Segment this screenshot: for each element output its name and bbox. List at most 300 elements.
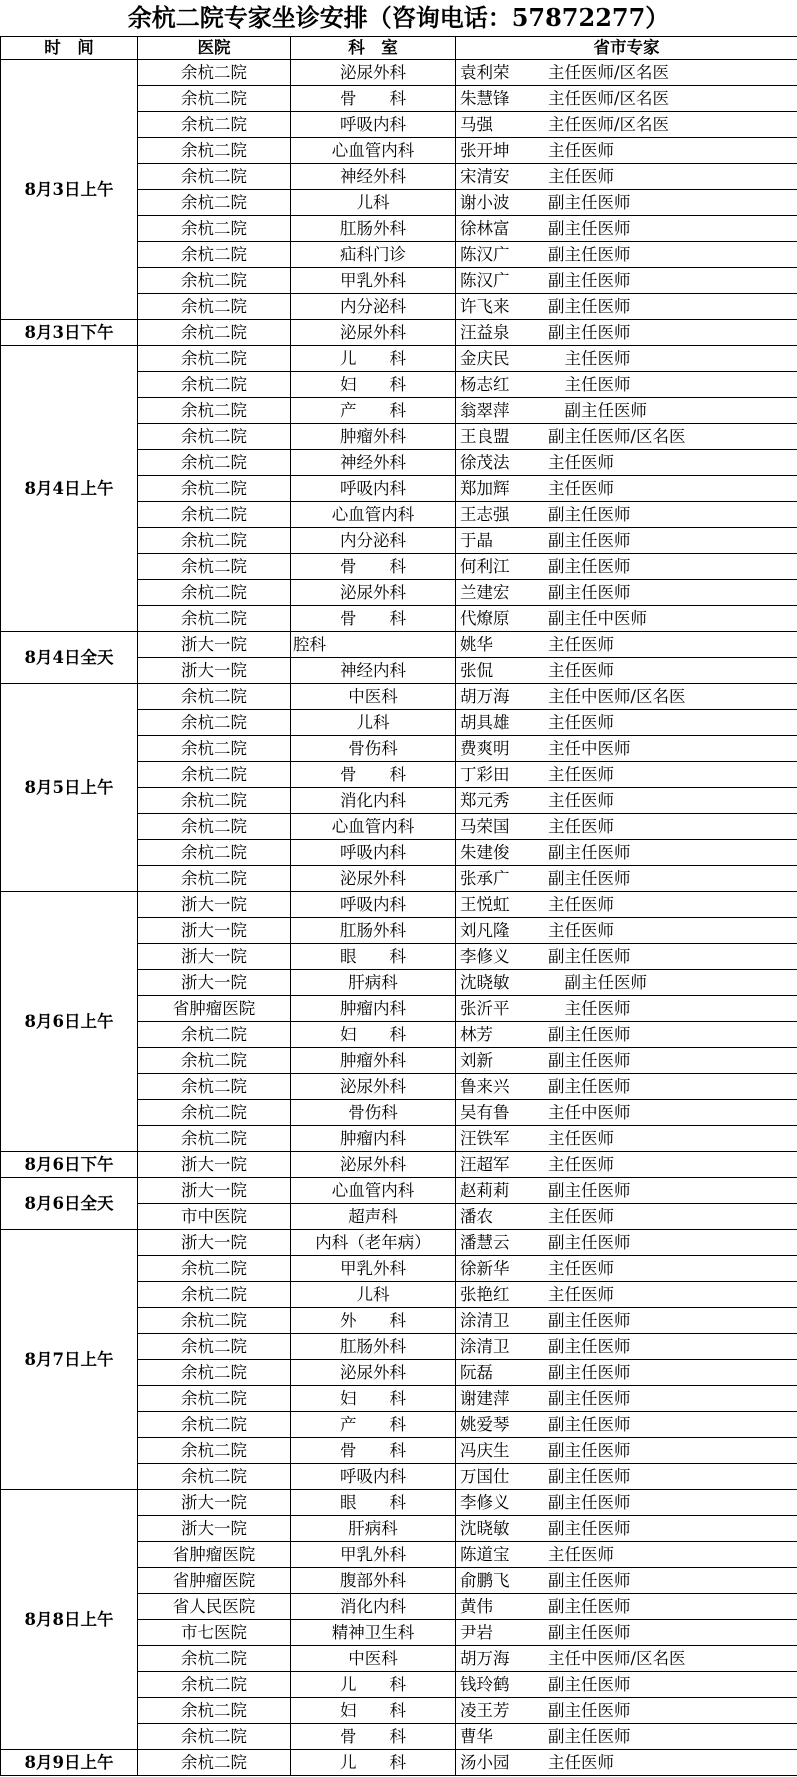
expert-title: 副主任医师	[548, 947, 631, 966]
hospital-cell: 余杭二院	[138, 684, 291, 710]
expert-title: 副主任医师	[548, 1025, 631, 1044]
expert-title: 副主任医师	[548, 1363, 631, 1382]
department-cell: 泌尿外科	[291, 866, 456, 892]
expert-title: 主任医师	[548, 453, 614, 472]
expert-name: 鲁来兴	[460, 1077, 510, 1096]
schedule-table	[0, 36, 797, 1776]
expert-title: 副主任医师	[548, 557, 631, 576]
hospital-cell: 省肿瘤医院	[138, 1542, 291, 1568]
hospital-cell: 余杭二院	[138, 814, 291, 840]
expert-title: 主任医师	[548, 895, 614, 914]
expert-title: 副主任医师	[548, 219, 631, 238]
hospital-cell: 余杭二院	[138, 164, 291, 190]
department-cell: 妇 科	[291, 1386, 456, 1412]
expert-name: 金庆民	[460, 349, 510, 368]
department-cell: 心血管内科	[291, 1178, 456, 1204]
expert-title: 副主任医师	[548, 271, 631, 290]
department-cell: 眼 科	[291, 944, 456, 970]
expert-title: 主任中医师/区名医	[548, 687, 686, 706]
header-department: 科 室	[291, 37, 456, 60]
hospital-cell: 市中医院	[138, 1204, 291, 1230]
expert-title: 副主任医师	[548, 869, 631, 888]
hospital-cell: 余杭二院	[138, 1100, 291, 1126]
department-cell: 儿 科	[291, 346, 456, 372]
expert-cell	[456, 268, 797, 294]
hospital-cell: 余杭二院	[138, 112, 291, 138]
department-cell: 骨伤科	[291, 1100, 456, 1126]
expert-cell	[456, 476, 797, 502]
expert-cell	[456, 580, 797, 606]
department-cell: 呼吸内科	[291, 476, 456, 502]
expert-cell	[456, 60, 797, 86]
expert-cell	[456, 866, 797, 892]
expert-cell	[456, 450, 797, 476]
department-cell: 神经外科	[291, 450, 456, 476]
expert-cell	[456, 814, 797, 840]
expert-cell	[456, 1308, 797, 1334]
expert-cell	[456, 398, 797, 424]
department-cell: 甲乳外科	[291, 1256, 456, 1282]
expert-cell	[456, 1022, 797, 1048]
expert-name: 刘凡隆	[460, 921, 510, 940]
expert-title: 副主任医师	[548, 973, 647, 992]
hospital-cell: 余杭二院	[138, 1724, 291, 1750]
department-cell: 神经外科	[291, 164, 456, 190]
expert-title: 副主任中医师	[548, 609, 647, 628]
hospital-cell: 浙大一院	[138, 970, 291, 996]
hospital-cell: 余杭二院	[138, 190, 291, 216]
expert-cell	[456, 190, 797, 216]
expert-cell	[456, 294, 797, 320]
hospital-cell: 余杭二院	[138, 1126, 291, 1152]
expert-title: 主任医师	[548, 1155, 614, 1174]
expert-cell	[456, 1724, 797, 1750]
expert-cell	[456, 1646, 797, 1672]
expert-name: 代燎原	[460, 609, 510, 628]
expert-name: 汪铁军	[460, 1129, 510, 1148]
expert-title: 副主任医师	[548, 245, 631, 264]
expert-name: 张沂平	[460, 999, 510, 1018]
date-cell: 8月8日上午	[1, 1490, 138, 1750]
expert-title: 主任中医师/区名医	[548, 1649, 686, 1668]
department-cell: 肛肠外科	[291, 1334, 456, 1360]
department-cell: 精神卫生科	[291, 1620, 456, 1646]
expert-name: 汤小园	[460, 1753, 510, 1772]
expert-name: 刘新	[460, 1051, 493, 1070]
hospital-cell: 余杭二院	[138, 736, 291, 762]
expert-name: 兰建宏	[460, 583, 510, 602]
department-cell: 中医科	[291, 684, 456, 710]
department-cell: 泌尿外科	[291, 1360, 456, 1386]
expert-cell	[456, 1256, 797, 1282]
expert-title: 副主任医师	[548, 297, 631, 316]
hospital-cell: 余杭二院	[138, 1334, 291, 1360]
expert-name: 赵莉莉	[460, 1181, 510, 1200]
department-cell: 儿 科	[291, 1750, 456, 1776]
expert-name: 姚爱琴	[460, 1415, 510, 1434]
hospital-cell: 余杭二院	[138, 1256, 291, 1282]
department-cell: 心血管内科	[291, 138, 456, 164]
expert-cell	[456, 840, 797, 866]
department-cell: 肿瘤外科	[291, 1048, 456, 1074]
expert-title: 主任医师	[548, 1285, 614, 1304]
hospital-cell: 余杭二院	[138, 580, 291, 606]
expert-title: 主任医师/区名医	[548, 89, 670, 108]
schedule-body	[1, 37, 797, 1776]
hospital-cell: 余杭二院	[138, 1672, 291, 1698]
expert-title: 副主任医师	[548, 1337, 631, 1356]
department-cell: 消化内科	[291, 788, 456, 814]
expert-cell	[456, 1542, 797, 1568]
expert-name: 张艳红	[460, 1285, 510, 1304]
expert-title: 副主任医师	[548, 1077, 631, 1096]
expert-name: 张侃	[460, 661, 493, 680]
table-row	[1, 320, 797, 346]
hospital-cell: 余杭二院	[138, 424, 291, 450]
expert-title: 副主任医师	[548, 1701, 631, 1720]
date-cell: 8月4日全天	[1, 632, 138, 684]
department-cell: 神经内科	[291, 658, 456, 684]
date-cell: 8月6日下午	[1, 1152, 138, 1178]
expert-title: 副主任医师	[548, 1519, 631, 1538]
table-row	[1, 1152, 797, 1178]
expert-cell	[456, 762, 797, 788]
expert-name: 胡万海	[460, 1649, 510, 1668]
expert-name: 郑加辉	[460, 479, 510, 498]
expert-title: 主任医师	[548, 791, 614, 810]
department-cell: 肛肠外科	[291, 918, 456, 944]
expert-name: 沈晓敏	[460, 973, 510, 992]
date-cell: 8月6日上午	[1, 892, 138, 1152]
expert-name: 潘农	[460, 1207, 493, 1226]
date-cell: 8月9日上午	[1, 1750, 138, 1776]
header-time: 时 间	[1, 37, 138, 60]
hospital-cell: 省肿瘤医院	[138, 996, 291, 1022]
hospital-cell: 余杭二院	[138, 1698, 291, 1724]
hospital-cell: 浙大一院	[138, 944, 291, 970]
expert-title: 主任医师	[548, 479, 614, 498]
department-cell: 眼 科	[291, 1490, 456, 1516]
department-cell: 泌尿外科	[291, 580, 456, 606]
department-cell: 肿瘤外科	[291, 424, 456, 450]
department-cell: 甲乳外科	[291, 268, 456, 294]
expert-title: 主任医师	[548, 167, 614, 186]
table-row	[1, 1230, 797, 1256]
hospital-cell: 余杭二院	[138, 346, 291, 372]
hospital-cell: 余杭二院	[138, 216, 291, 242]
expert-title: 主任医师	[548, 1129, 614, 1148]
expert-cell	[456, 918, 797, 944]
expert-name: 李修义	[460, 947, 510, 966]
hospital-cell: 余杭二院	[138, 1360, 291, 1386]
table-row	[1, 632, 797, 658]
date-cell: 8月5日上午	[1, 684, 138, 892]
department-cell: 肝病科	[291, 970, 456, 996]
department-cell: 肝病科	[291, 1516, 456, 1542]
department-cell: 妇 科	[291, 1698, 456, 1724]
hospital-cell: 余杭二院	[138, 606, 291, 632]
expert-name: 徐茂法	[460, 453, 510, 472]
expert-cell	[456, 736, 797, 762]
expert-name: 王良盟	[460, 427, 510, 446]
expert-title: 副主任医师	[548, 1467, 631, 1486]
expert-name: 李修义	[460, 1493, 510, 1512]
date-cell: 8月4日上午	[1, 346, 138, 632]
expert-name: 胡万海	[460, 687, 510, 706]
hospital-cell: 余杭二院	[138, 450, 291, 476]
expert-name: 宋清安	[460, 167, 510, 186]
expert-cell	[456, 502, 797, 528]
expert-name: 王志强	[460, 505, 510, 524]
expert-cell	[456, 788, 797, 814]
date-cell: 8月6日全天	[1, 1178, 138, 1230]
expert-title: 主任中医师	[548, 739, 631, 758]
expert-name: 谢建萍	[460, 1389, 510, 1408]
department-cell: 超声科	[291, 1204, 456, 1230]
hospital-cell: 余杭二院	[138, 1074, 291, 1100]
hospital-cell: 余杭二院	[138, 1438, 291, 1464]
table-row	[1, 1178, 797, 1204]
expert-cell	[456, 1360, 797, 1386]
expert-cell	[456, 216, 797, 242]
expert-cell	[456, 1126, 797, 1152]
page-title: 余杭二院专家坐诊安排（咨询电话：57872277）	[127, 3, 670, 32]
hospital-cell: 余杭二院	[138, 528, 291, 554]
department-cell: 肿瘤内科	[291, 1126, 456, 1152]
expert-name: 黄伟	[460, 1597, 493, 1616]
department-cell: 呼吸内科	[291, 840, 456, 866]
department-cell: 泌尿外科	[291, 1152, 456, 1178]
expert-title: 副主任医师	[548, 1181, 631, 1200]
department-cell: 心血管内科	[291, 502, 456, 528]
expert-name: 吴有鲁	[460, 1103, 510, 1122]
department-cell: 骨 科	[291, 86, 456, 112]
expert-title: 主任医师	[548, 817, 614, 836]
department-cell: 妇 科	[291, 372, 456, 398]
expert-name: 万国仕	[460, 1467, 510, 1486]
department-cell: 骨 科	[291, 606, 456, 632]
expert-cell	[456, 1204, 797, 1230]
hospital-cell: 余杭二院	[138, 1386, 291, 1412]
expert-title: 副主任医师	[548, 1415, 631, 1434]
expert-name: 涂清卫	[460, 1311, 510, 1330]
table-row	[1, 346, 797, 372]
expert-cell	[456, 242, 797, 268]
expert-title: 副主任医师/区名医	[548, 427, 686, 446]
expert-title: 主任医师	[548, 765, 614, 784]
hospital-cell: 省肿瘤医院	[138, 1568, 291, 1594]
hospital-cell: 余杭二院	[138, 294, 291, 320]
department-cell: 骨 科	[291, 762, 456, 788]
expert-cell	[456, 1568, 797, 1594]
department-cell: 骨 科	[291, 554, 456, 580]
expert-cell	[456, 1282, 797, 1308]
expert-title: 主任医师	[548, 999, 631, 1018]
hospital-cell: 浙大一院	[138, 1490, 291, 1516]
expert-cell	[456, 684, 797, 710]
expert-name: 于晶	[460, 531, 493, 550]
hospital-cell: 余杭二院	[138, 268, 291, 294]
expert-name: 林芳	[460, 1025, 493, 1044]
expert-name: 俞鹏飞	[460, 1571, 510, 1590]
expert-cell	[456, 164, 797, 190]
expert-name: 汪超军	[460, 1155, 510, 1174]
department-cell: 呼吸内科	[291, 1464, 456, 1490]
hospital-cell: 浙大一院	[138, 658, 291, 684]
expert-name: 凌王芳	[460, 1701, 510, 1720]
department-cell: 泌尿外科	[291, 1074, 456, 1100]
expert-cell	[456, 970, 797, 996]
expert-name: 杨志红	[460, 375, 510, 394]
expert-title: 主任医师	[548, 349, 631, 368]
department-cell: 泌尿外科	[291, 60, 456, 86]
table-row	[1, 892, 797, 918]
department-cell: 骨伤科	[291, 736, 456, 762]
expert-name: 王悦虹	[460, 895, 510, 914]
hospital-cell: 余杭二院	[138, 1646, 291, 1672]
expert-cell	[456, 658, 797, 684]
expert-title: 副主任医师	[548, 1571, 631, 1590]
expert-name: 张承广	[460, 869, 510, 888]
expert-cell	[456, 892, 797, 918]
expert-title: 副主任医师	[548, 531, 631, 550]
department-cell: 儿科	[291, 190, 456, 216]
hospital-cell: 余杭二院	[138, 320, 291, 346]
expert-cell	[456, 1100, 797, 1126]
expert-cell	[456, 320, 797, 346]
expert-cell	[456, 1048, 797, 1074]
expert-title: 副主任医师	[548, 1597, 631, 1616]
expert-cell	[456, 944, 797, 970]
expert-cell	[456, 1464, 797, 1490]
department-cell: 呼吸内科	[291, 112, 456, 138]
expert-cell	[456, 632, 797, 658]
department-cell: 儿科	[291, 710, 456, 736]
expert-cell	[456, 554, 797, 580]
department-cell: 腔科	[291, 632, 456, 658]
expert-title: 副主任医师	[548, 843, 631, 862]
table-row	[1, 60, 797, 86]
department-cell: 骨 科	[291, 1438, 456, 1464]
hospital-cell: 余杭二院	[138, 372, 291, 398]
expert-cell	[456, 1074, 797, 1100]
hospital-cell: 余杭二院	[138, 1412, 291, 1438]
hospital-cell: 浙大一院	[138, 918, 291, 944]
hospital-cell: 余杭二院	[138, 1282, 291, 1308]
department-cell: 妇 科	[291, 1022, 456, 1048]
expert-title: 副主任医师	[548, 1727, 631, 1746]
expert-title: 副主任医师	[548, 1311, 631, 1330]
expert-cell	[456, 606, 797, 632]
department-cell: 甲乳外科	[291, 1542, 456, 1568]
expert-title: 主任医师/区名医	[548, 63, 670, 82]
expert-cell	[456, 1490, 797, 1516]
department-cell: 骨 科	[291, 1724, 456, 1750]
expert-title: 副主任医师	[548, 1233, 631, 1252]
expert-cell	[456, 1178, 797, 1204]
department-cell: 肿瘤内科	[291, 996, 456, 1022]
hospital-cell: 余杭二院	[138, 60, 291, 86]
expert-name: 翁翠萍	[460, 401, 510, 420]
expert-name: 姚华	[460, 635, 493, 654]
date-cell: 8月7日上午	[1, 1230, 138, 1490]
department-cell: 心血管内科	[291, 814, 456, 840]
hospital-cell: 浙大一院	[138, 632, 291, 658]
expert-name: 汪益泉	[460, 323, 510, 342]
expert-cell	[456, 138, 797, 164]
expert-title: 主任医师	[548, 921, 614, 940]
expert-title: 副主任医师	[548, 1051, 631, 1070]
expert-name: 陈汉广	[460, 245, 510, 264]
expert-cell	[456, 528, 797, 554]
hospital-cell: 余杭二院	[138, 710, 291, 736]
expert-name: 朱建俊	[460, 843, 510, 862]
expert-cell	[456, 1516, 797, 1542]
hospital-cell: 余杭二院	[138, 502, 291, 528]
expert-cell	[456, 996, 797, 1022]
expert-name: 胡具雄	[460, 713, 510, 732]
expert-cell	[456, 1594, 797, 1620]
expert-title: 主任医师	[548, 141, 614, 160]
department-cell: 外 科	[291, 1308, 456, 1334]
expert-name: 丁彩田	[460, 765, 510, 784]
header-hospital: 医院	[138, 37, 291, 60]
expert-name: 潘慧云	[460, 1233, 510, 1252]
expert-cell	[456, 1412, 797, 1438]
hospital-cell: 浙大一院	[138, 1230, 291, 1256]
department-cell: 内分泌科	[291, 528, 456, 554]
expert-title: 主任医师	[548, 375, 631, 394]
hospital-cell: 浙大一院	[138, 1178, 291, 1204]
expert-title: 副主任医师	[548, 323, 631, 342]
expert-cell	[456, 1698, 797, 1724]
expert-name: 许飞来	[460, 297, 510, 316]
expert-title: 副主任医师	[548, 505, 631, 524]
expert-name: 阮磊	[460, 1363, 493, 1382]
hospital-cell: 余杭二院	[138, 86, 291, 112]
department-cell: 消化内科	[291, 1594, 456, 1620]
hospital-cell: 余杭二院	[138, 398, 291, 424]
expert-name: 沈晓敏	[460, 1519, 510, 1538]
expert-title: 主任医师	[548, 1545, 614, 1564]
expert-name: 徐林富	[460, 219, 510, 238]
department-cell: 疝科门诊	[291, 242, 456, 268]
expert-cell	[456, 1230, 797, 1256]
department-cell: 呼吸内科	[291, 892, 456, 918]
department-cell: 儿科	[291, 1282, 456, 1308]
expert-title: 副主任医师	[548, 193, 631, 212]
hospital-cell: 余杭二院	[138, 840, 291, 866]
expert-title: 主任中医师	[548, 1103, 631, 1122]
expert-name: 陈汉广	[460, 271, 510, 290]
date-cell: 8月3日下午	[1, 320, 138, 346]
expert-title: 副主任医师	[548, 401, 647, 420]
expert-name: 张开坤	[460, 141, 510, 160]
hospital-cell: 省人民医院	[138, 1594, 291, 1620]
expert-name: 陈道宝	[460, 1545, 510, 1564]
expert-title: 主任医师	[548, 713, 614, 732]
expert-name: 何利江	[460, 557, 510, 576]
table-row	[1, 1490, 797, 1516]
department-cell: 儿 科	[291, 1672, 456, 1698]
hospital-cell: 余杭二院	[138, 1464, 291, 1490]
expert-name: 费爽明	[460, 739, 510, 758]
expert-title: 主任医师/区名医	[548, 115, 670, 134]
expert-name: 朱慧锋	[460, 89, 510, 108]
hospital-cell: 余杭二院	[138, 1308, 291, 1334]
expert-cell	[456, 1438, 797, 1464]
header-expert: 省市专家	[456, 37, 797, 60]
